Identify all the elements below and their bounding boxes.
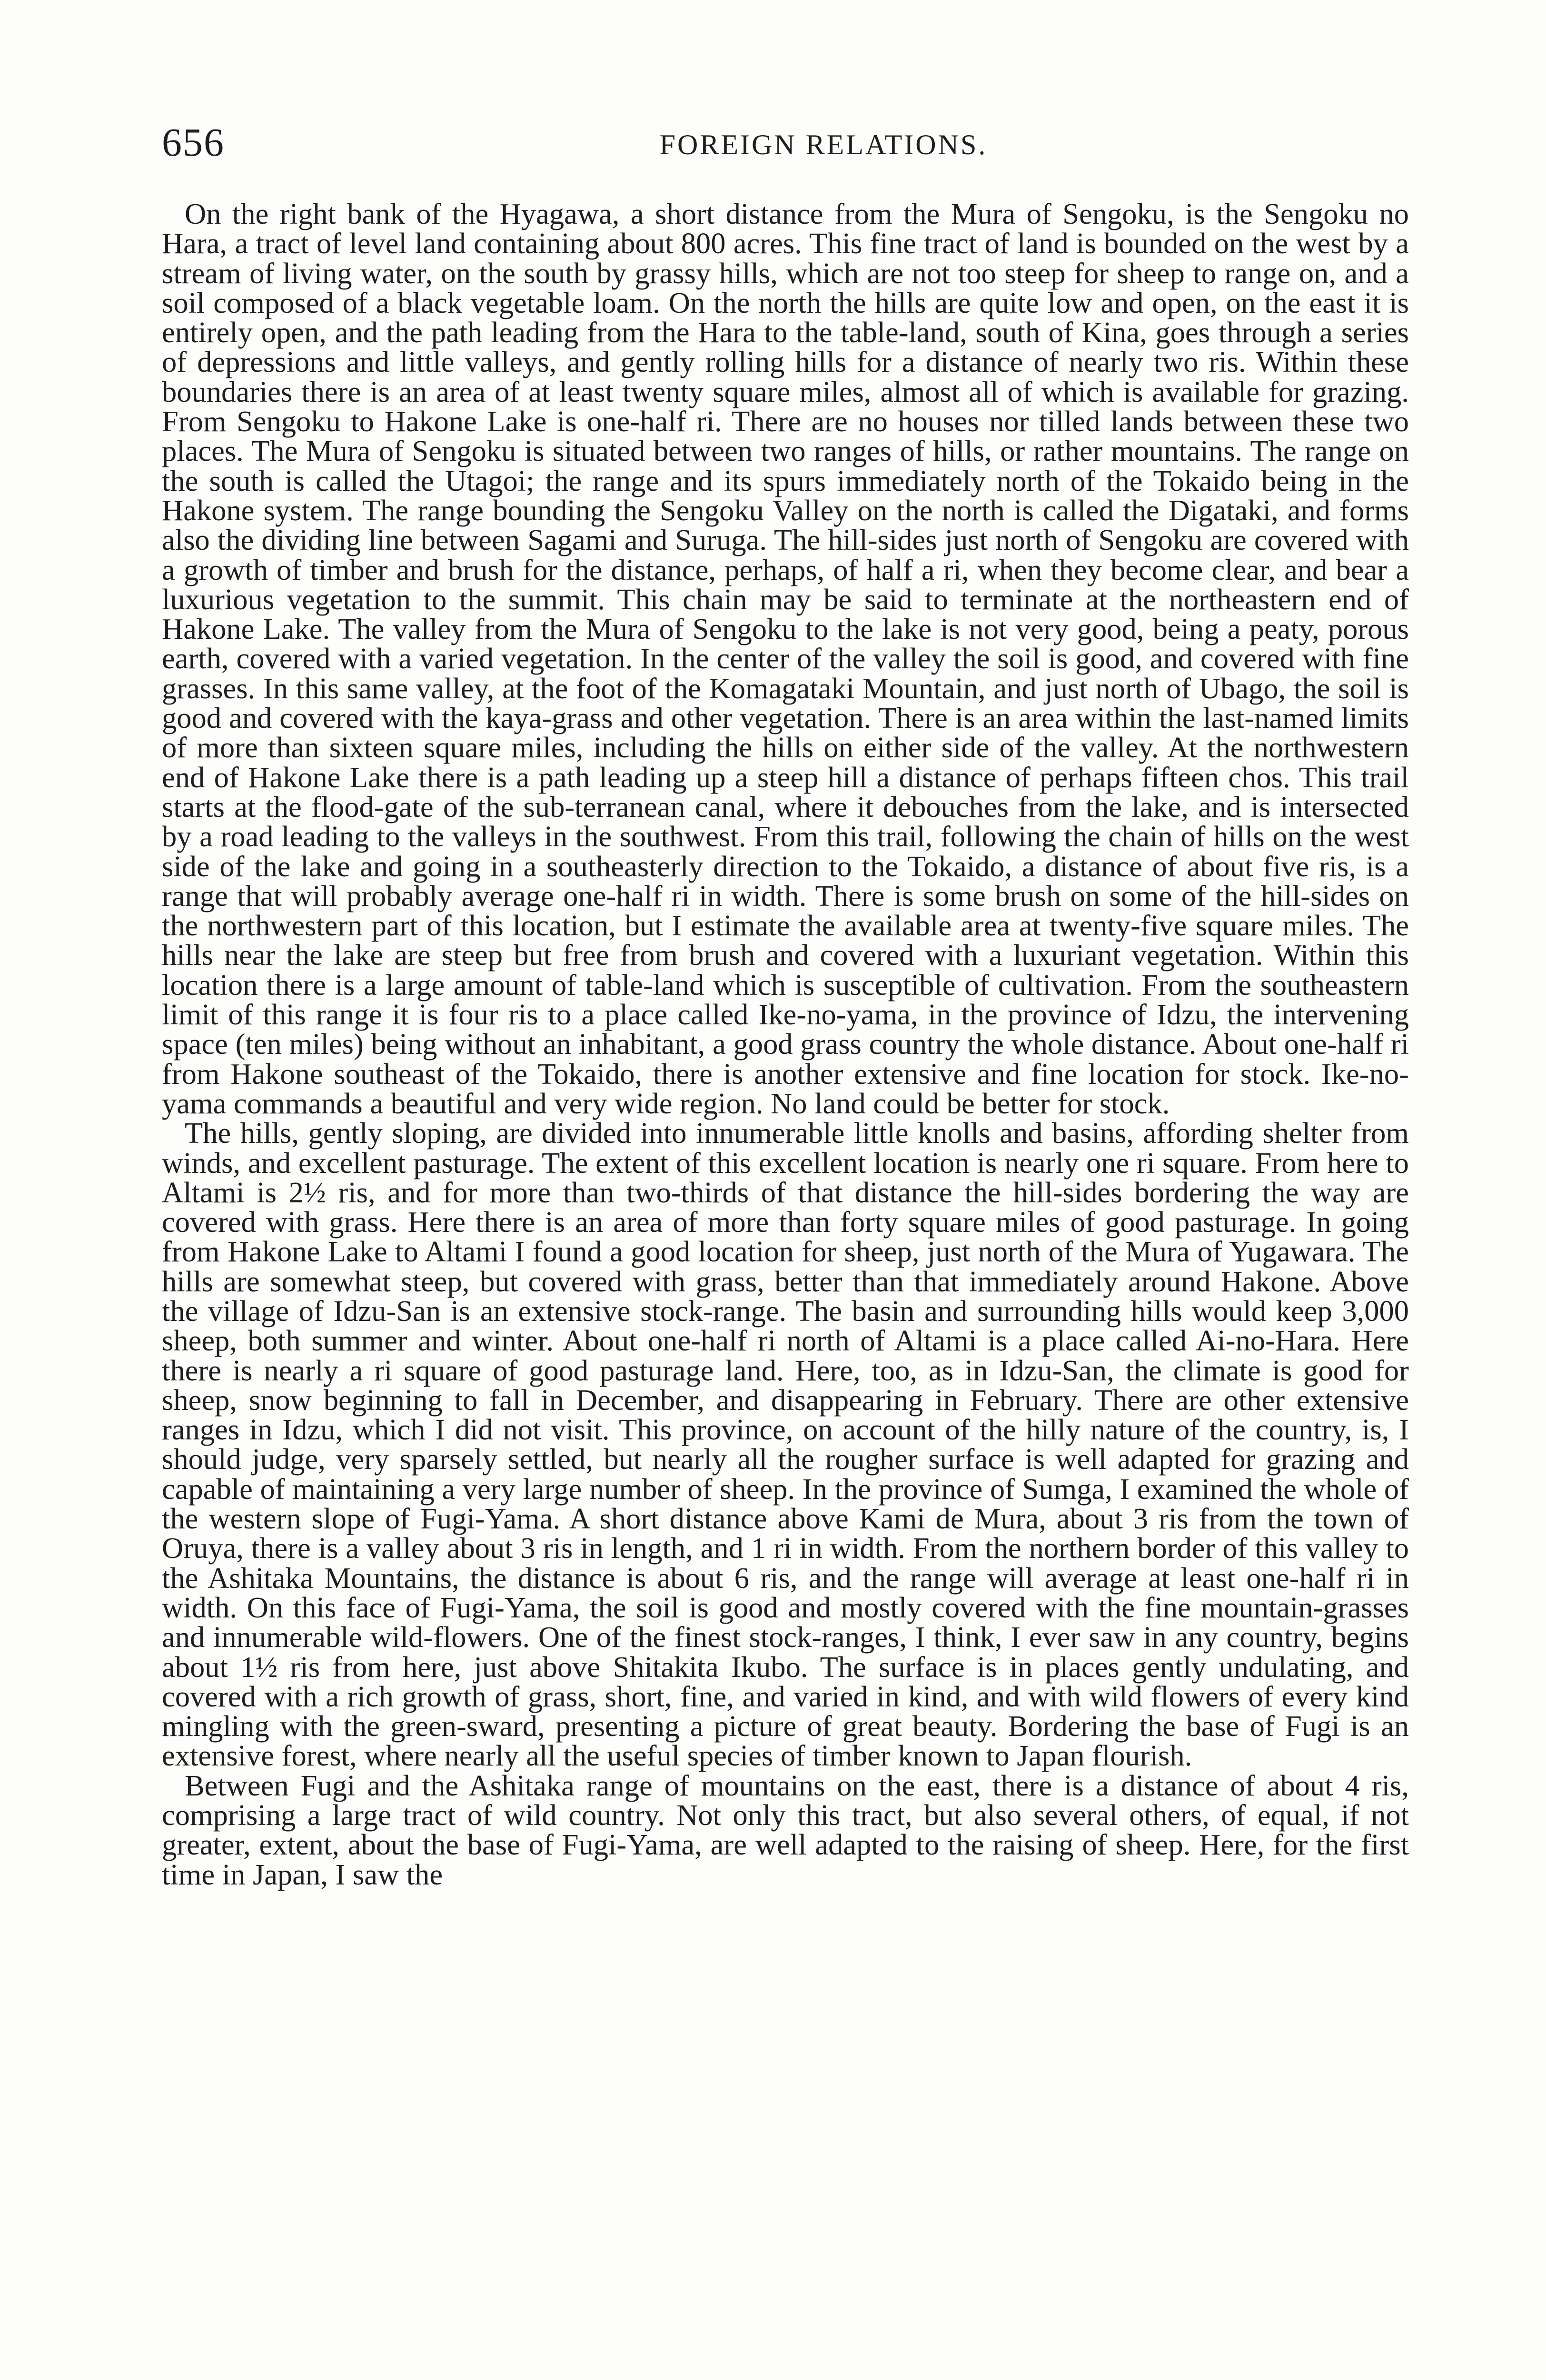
body-text [162, 199, 1409, 1889]
page-header [162, 119, 1409, 176]
running-head: FOREIGN RELATIONS. [659, 129, 988, 160]
page-number: 656 [162, 120, 225, 165]
paragraph: On the right bank of the Hyagawa, a short distance from the Mura of Sengoku, is the Sengoku no Hara, a tract of level land containing about 800 acres. This fine tract of land is bounded on the west by a stream of living water, on the south by grassy hills, which are not too steep for sheep to range on, and a soil composed of a black vegetable loam. On the north the hills are quite low and open, on the east it is entirely open, and the path leading from the Hara to the table-land, south of Kina, goes through a series of depressions and little valleys, and gently rolling hills for a distance of nearly two ris. Within these boundaries there is an area of at least twenty square miles, almost all of which is available for grazing. From Sengoku to Hakone Lake is one-half ri. There are no houses nor tilled lands between these two places. The Mura of Sengoku is situated between two ranges of hills, or rather mountains. The range on the south is called the Utagoi; the range and its spurs immediately north of the Tokaido being in the Hakone system. The range bounding the Sengoku Valley on the north is called the Digataki, and forms also the dividing line between Sagami and Suruga. The hill-sides just north of Sengoku are covered with a growth of timber and brush for the distance, perhaps, of half a ri, when they become clear, and bear a luxurious vegetation to the summit. This chain may be said to terminate at the northeastern end of Hakone Lake. The valley from the Mura of Sengoku to the lake is not very good, being a peaty, porous earth, covered with a varied vegetation. In the center of the valley the soil is good, and covered with fine grasses. In this same valley, at the foot of the Komagataki Mountain, and just north of Ubago, the soil is good and covered with the kaya-grass and other vegetation. There is an area within the last-named limits of more than sixteen square miles, including the hills on either side of the valley. At the northwestern end of Hakone Lake there is a path leading up a steep hill a distance of perhaps fifteen chos. This trail starts at the flood-gate of the sub-terranean canal, where it debouches from the lake, and is intersected by a road leading to the valleys in the southwest. From this trail, following the chain of hills on the west side of the lake and going in a southeasterly direction to the Tokaido, a distance of about five ris, is a range that will probably average one-half ri in width. There is some brush on some of the hill-sides on the northwestern part of this location, but I estimate the available area at twenty-five square miles. The hills near the lake are steep but free from brush and covered with a luxuriant vegetation. Within this location there is a large amount of table-land which is susceptible of cultivation. From the southeastern limit of this range it is four ris to a place called Ike-no-yama, in the province of Idzu, the intervening space (ten miles) being without an inhabitant, a good grass country the whole distance. About one-half ri from Hakone southeast of the Tokaido, there is another extensive and fine location for stock. Ike-no-yama commands a beautiful and very wide region. No land could be better for stock. [162, 197, 1409, 1120]
paragraph: The hills, gently sloping, are divided into innumerable little knolls and basins, affording shelter from winds, and excellent pasturage. The extent of this excellent location is nearly one ri square. From here to Altami is 2½ ris, and for more than two-thirds of that distance the hill-sides bordering the way are covered with grass. Here there is an area of more than forty square miles of good pasturage. In going from Hakone Lake to Altami I found a good location for sheep, just north of the Mura of Yugawara. The hills are somewhat steep, but covered with grass, better than that immediately around Hakone. Above the village of Idzu-San is an extensive stock-range. The basin and surrounding hills would keep 3,000 sheep, both summer and winter. About one-half ri north of Altami is a place called Ai-no-Hara. Here there is nearly a ri square of good pasturage land. Here, too, as in Idzu-San, the climate is good for sheep, snow beginning to fall in December, and disappearing in February. There are other extensive ranges in Idzu, which I did not visit. This province, on account of the hilly nature of the country, is, I should judge, very sparsely settled, but nearly all the rougher surface is well adapted for grazing and capable of maintaining a very large number of sheep. In the province of Sumga, I examined the whole of the western slope of Fugi-Yama. A short distance above Kami de Mura, about 3 ris from the town of Oruya, there is a valley about 3 ris in length, and 1 ri in width. From the northern border of this valley to the Ashitaka Mountains, the distance is about 6 ris, and the range will average at least one-half ri in width. On this face of Fugi-Yama, the soil is good and mostly covered with the fine mountain-grasses and innumerable wild-flowers. One of the finest stock-ranges, I think, I ever saw in any country, begins about 1½ ris from here, just above Shitakita Ikubo. The surface is in places gently undulating, and covered with a rich growth of grass, short, fine, and varied in kind, and with wild flowers of every kind mingling with the green-sward, presenting a picture of great beauty. Bordering the base of Fugi is an extensive forest, where nearly all the useful species of timber known to Japan flourish. [162, 1116, 1409, 1773]
paragraph: Between Fugi and the Ashitaka range of mountains on the east, there is a distance of about 4 ris, comprising a large tract of wild country. Not only this tract, but also several others, of equal, if not greater, extent, about the base of Fugi-Yama, are well adapted to the raising of sheep. Here, for the first time in Japan, I saw the [162, 1768, 1409, 1891]
